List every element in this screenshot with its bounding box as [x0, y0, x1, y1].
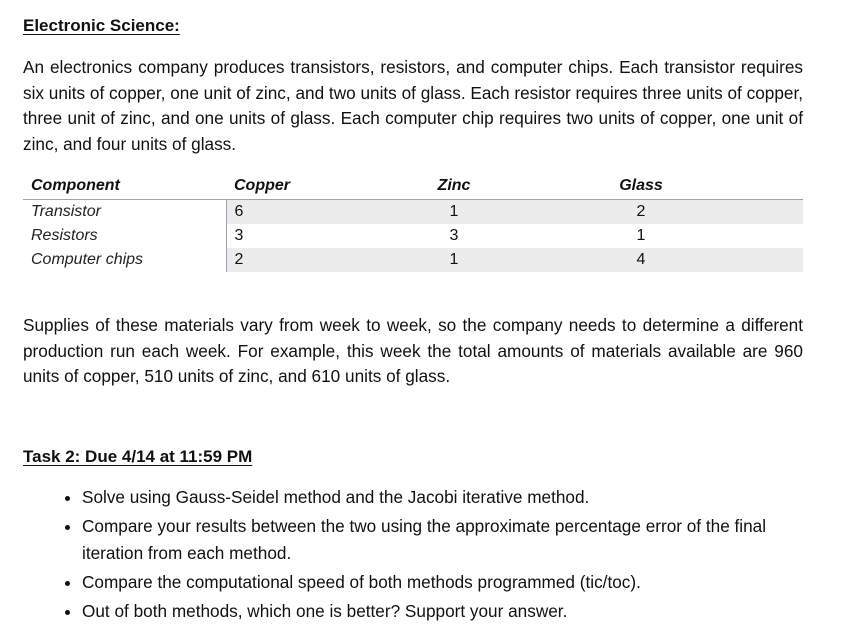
cell-component: Transistor — [31, 203, 101, 220]
header-glass: Glass — [479, 173, 803, 200]
cell-copper: 2 — [226, 248, 429, 272]
intro-paragraph: An electronics company produces transistors, resistors, and computer chips. Each transistor requires six units of copper, one unit of zinc, and two units of glass. Each resistor requires three units of copper, three unit of zinc, and one units of glass. Each computer chip requires two units of copper, one unit of zinc, and four units of glass. — [23, 57, 803, 154]
cell-component: Computer chips — [31, 251, 144, 268]
table-row — [23, 248, 803, 272]
cell-glass: 4 — [479, 248, 803, 272]
table-row — [23, 200, 803, 225]
cell-glass: 1 — [636, 227, 646, 244]
header-component: Component — [23, 173, 226, 200]
cell-component: Resistors — [31, 227, 98, 244]
list-item: • Out of both methods, which one is better? Support your answer. — [82, 598, 827, 625]
cell-copper: 6 — [226, 200, 429, 225]
cell-zinc: 1 — [429, 200, 479, 225]
table-row — [23, 224, 803, 248]
list-item: • Solve using Gauss-Seidel method and the Jacobi iterative method. — [82, 484, 827, 511]
list-item: • Compare the computational speed of both methods programmed (tic/toc). — [82, 569, 827, 596]
cell-glass: 2 — [479, 200, 803, 225]
materials-table — [23, 173, 803, 272]
header-zinc: Zinc — [429, 173, 479, 200]
header-copper: Copper — [226, 173, 429, 200]
cell-copper: 3 — [226, 224, 429, 248]
cell-zinc: 1 — [429, 248, 479, 272]
section-title: Electronic Science: — [23, 16, 180, 35]
task-list — [48, 484, 827, 627]
list-item: • Compare your results between the two using the approximate percentage error of the final iteration from each method. — [82, 513, 827, 567]
cell-zinc: 3 — [449, 227, 459, 244]
table-header-row — [23, 173, 803, 200]
task-title: Task 2: Due 4/14 at 11:59 PM — [23, 447, 253, 466]
supply-paragraph: Supplies of these materials vary from week to week, so the company needs to determine a different production run each week. For example, this week the total amounts of materials available are 960 units of copper, 510 units of zinc, and 610 units of glass. — [23, 315, 803, 386]
